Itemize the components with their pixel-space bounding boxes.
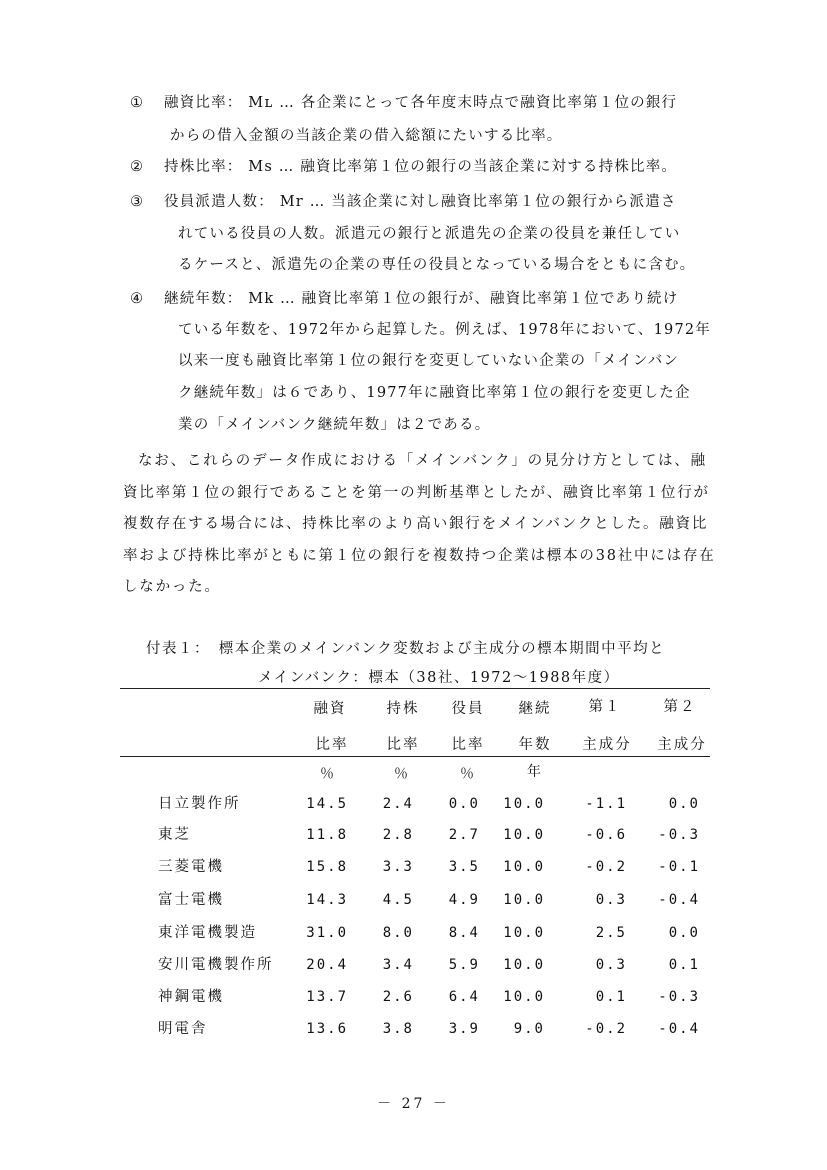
- table-row-label: 明電舎: [158, 1021, 208, 1037]
- table-cell: 3.8: [382, 1021, 414, 1037]
- definition-item-4: [130, 292, 678, 307]
- definition-item-3: [130, 195, 677, 210]
- note-line: なお、これらのデータ作成における「メインバンク」の見分け方としては、融: [138, 453, 707, 469]
- definition-continuation: 業の「メインバンク継続年数」は２である。: [178, 417, 491, 433]
- table-cell: 0.1: [668, 957, 700, 973]
- definition-text: 融資比率： Mʟ … 各企業にとって各年度末時点で融資比率第１位の銀行: [164, 95, 678, 111]
- table-cell: -0.6: [585, 827, 627, 843]
- table-cell: 20.4: [306, 957, 348, 973]
- unit-label: ％: [320, 766, 334, 782]
- table-cell: 4.5: [382, 892, 414, 908]
- table-cell: 10.0: [503, 796, 545, 812]
- table-cell: -0.2: [585, 1021, 627, 1037]
- table-cell: -0.3: [658, 989, 700, 1005]
- table-cell: 11.8: [306, 827, 348, 843]
- table-cell: 5.9: [448, 957, 480, 973]
- definition-number: ①: [130, 95, 145, 111]
- table-row-label: 富士電機: [158, 892, 224, 908]
- table-cell: 0.1: [595, 989, 627, 1005]
- definition-number: ③: [130, 194, 145, 210]
- note-line: しなかった。: [123, 579, 221, 595]
- table-cell: -0.3: [658, 827, 700, 843]
- definition-text: 役員派遣人数： Mr … 当該企業に対し融資比率第１位の銀行から派遣さ: [164, 194, 677, 210]
- table-cell: 3.9: [448, 1021, 480, 1037]
- note-line: 資比率第１位の銀行であることを第一の判断基準としたが、融資比率第１位行が: [123, 485, 710, 501]
- definition-number: ②: [130, 159, 145, 175]
- unit-label: ％: [460, 766, 474, 782]
- page-number: － 27 －: [377, 1096, 450, 1112]
- table-cell: 10.0: [503, 827, 545, 843]
- definition-item-2: [130, 160, 677, 175]
- table-cell: 8.4: [448, 925, 480, 941]
- table-cell: 14.3: [306, 892, 348, 908]
- table-caption: 付表１： 標本企業のメインバンク変数および主成分の標本期間中平均と: [146, 641, 666, 657]
- table-cell: 10.0: [503, 925, 545, 941]
- table-cell: 4.9: [448, 892, 480, 908]
- definition-continuation: ク継続年数」は６であり、1977年に融資比率第１位の銀行を変更した企: [178, 385, 691, 401]
- definition-continuation: れている役員の人数。派遣元の銀行と派遣先の企業の役員を兼任してい: [178, 226, 681, 242]
- unit-label: 年: [527, 764, 541, 780]
- column-header: 比率: [315, 737, 349, 753]
- column-header: 比率: [386, 737, 420, 753]
- column-header: 主成分: [657, 737, 707, 753]
- table-cell: 8.0: [382, 925, 414, 941]
- table-cell: -1.1: [585, 796, 627, 812]
- definition-continuation: からの借入金額の当該企業の借入総額にたいする比率。: [170, 128, 563, 144]
- table-subcaption: メインバンク：標本（38社、1972～1988年度）: [258, 670, 620, 686]
- table-cell: -0.4: [658, 1021, 700, 1037]
- table-cell: 2.6: [382, 989, 414, 1005]
- table-cell: 2.4: [382, 796, 414, 812]
- note-line: 率および持株比率がともに第１位の銀行を複数持つ企業は標本の38社中には存在: [123, 548, 716, 564]
- definition-text: 継続年数： Mk … 融資比率第１位の銀行が、融資比率第１位であり続け: [164, 291, 679, 307]
- table-cell: 10.0: [503, 892, 545, 908]
- table-cell: 6.4: [448, 989, 480, 1005]
- definition-continuation: るケースと、派遣先の企業の専任の役員となっている場合をともに含む。: [178, 257, 696, 273]
- table-cell: 0.0: [448, 796, 480, 812]
- table-cell: 10.0: [503, 957, 545, 973]
- table-cell: -0.1: [658, 859, 700, 875]
- definition-number: ④: [130, 291, 145, 307]
- column-header: 融資: [313, 701, 347, 717]
- table-cell: 14.5: [306, 796, 348, 812]
- table-cell: 0.3: [595, 957, 627, 973]
- table-cell: 3.5: [448, 859, 480, 875]
- table-cell: 13.6: [306, 1021, 348, 1037]
- table-row-label: 東洋電機製造: [158, 925, 257, 941]
- column-header: 役員: [451, 701, 485, 717]
- table-row-label: 神鋼電機: [158, 989, 224, 1005]
- table-row-label: 三菱電機: [158, 859, 224, 875]
- definition-item-1: [130, 96, 677, 111]
- table-row-label: 安川電機製作所: [158, 957, 274, 973]
- unit-label: ％: [394, 766, 408, 782]
- table-cell: 3.3: [382, 859, 414, 875]
- table-cell: 0.3: [595, 892, 627, 908]
- column-header: 主成分: [582, 737, 632, 753]
- table-row-label: 日立製作所: [158, 796, 241, 812]
- table-cell: 9.0: [513, 1021, 545, 1037]
- definition-continuation: 以来一度も融資比率第１位の銀行を変更していない企業の「メインバン: [178, 353, 680, 369]
- table-cell: 2.7: [448, 827, 480, 843]
- table-cell: 31.0: [306, 925, 348, 941]
- definition-continuation: ている年数を、1972年から起算した。例えば、1978年において、1972年: [178, 322, 712, 338]
- definition-text: 持株比率： Ms … 融資比率第１位の銀行の当該企業に対する持株比率。: [164, 159, 678, 175]
- column-header: 比率: [451, 737, 485, 753]
- table-cell: 0.0: [668, 925, 700, 941]
- table-cell: 10.0: [503, 989, 545, 1005]
- table-row-label: 東芝: [158, 827, 191, 843]
- table-cell: -0.2: [585, 859, 627, 875]
- column-header: 第２: [663, 699, 697, 715]
- table-cell: -0.4: [658, 892, 700, 908]
- table-header-rule: [120, 756, 710, 757]
- table-cell: 0.0: [668, 796, 700, 812]
- column-header: 年数: [518, 737, 552, 753]
- column-header: 持株: [386, 701, 420, 717]
- table-cell: 10.0: [503, 859, 545, 875]
- table-cell: 2.5: [595, 925, 627, 941]
- table-cell: 2.8: [382, 827, 414, 843]
- table-cell: 13.7: [306, 989, 348, 1005]
- table-top-rule: [120, 688, 710, 689]
- table-cell: 3.4: [382, 957, 414, 973]
- note-line: 複数存在する場合には、持株比率のより高い銀行をメインバンクとした。融資比: [123, 516, 709, 532]
- column-header: 継続: [518, 701, 552, 717]
- table-cell: 15.8: [306, 859, 348, 875]
- column-header: 第１: [588, 699, 622, 715]
